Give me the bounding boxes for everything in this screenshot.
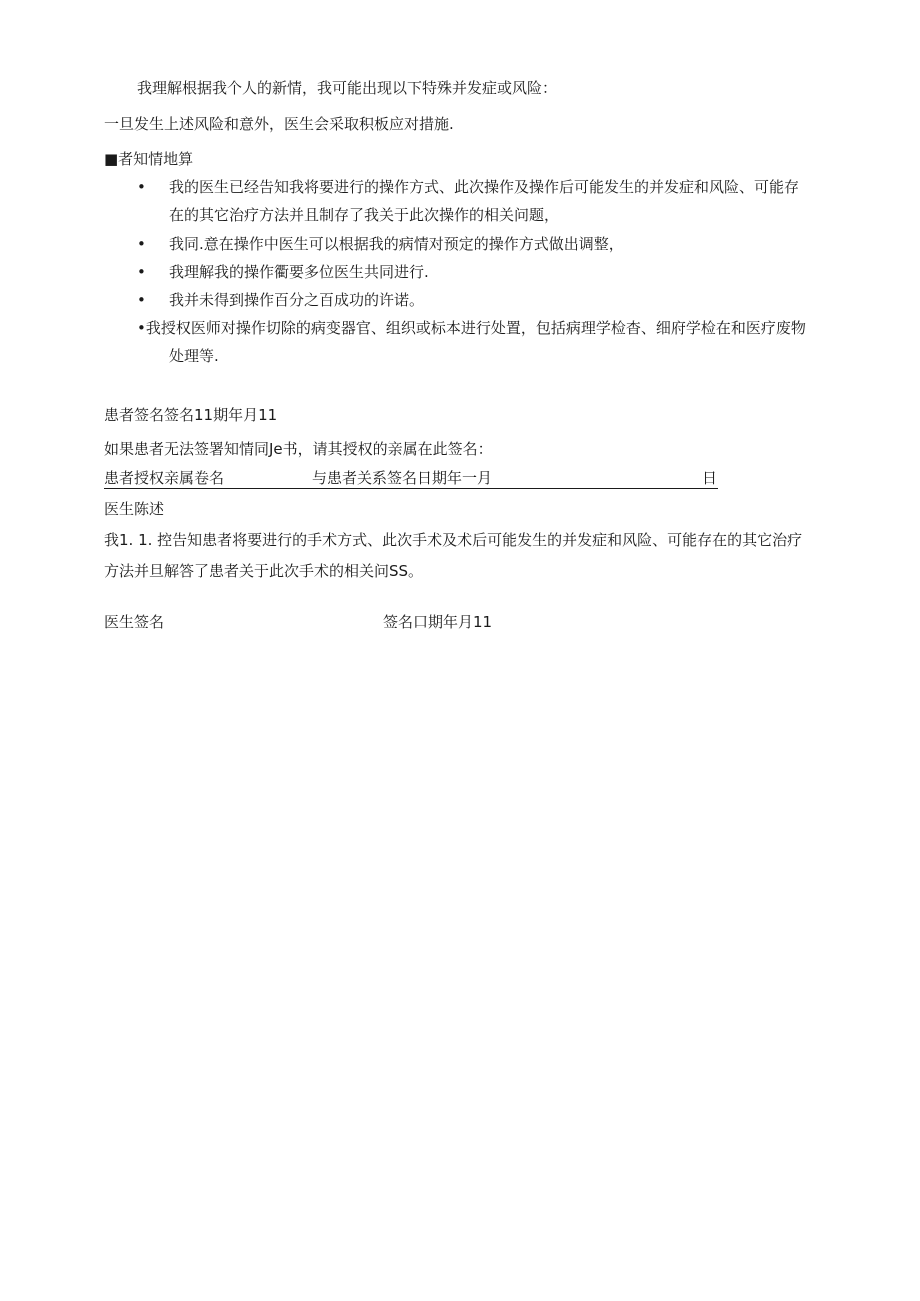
notice-item-5-line-1: •我授权医师对操作切除的病变器官、组织或标本进行处置，包括病理学检杳、细府学检在和医疗废物: [137, 319, 806, 337]
relative-signature-row: [104, 468, 718, 489]
notice-item-4: 我并未得到操作百分之百成功的许诺。: [169, 291, 425, 309]
bullet-mark: •: [137, 263, 146, 281]
patient-notice-heading: ■者知情地算: [104, 150, 194, 168]
doctor-statement-line-1: 我1. 1. 控告知患者将要进行的手术方式、此次手术及术后可能发生的并发症和风险、可能存在的其它治疗: [104, 531, 803, 549]
patient-signature-line: 患者签名签名11期年月11: [104, 406, 278, 424]
notice-item-1-line-1: 我的医生已经告知我将要进行的操作方式、此次操作及操作后可能发生的并发症和风险、可能存: [169, 178, 800, 196]
risk-intro-text: 我理解根据我个人的新情，我可能出现以下特殊并发症或风险：: [137, 79, 558, 97]
doctor-signature-date-label: 签名口期年月11: [383, 613, 493, 631]
bullet-mark: •: [137, 291, 146, 309]
relative-day-label: 日: [702, 469, 718, 487]
relative-intro-text: 如果患者无法签署知情同Je书，请其授权的亲属在此签名：: [104, 440, 493, 458]
notice-item-1-line-2: 在的其它治疗方法并且制存了我关于此次操作的相关问题，: [169, 206, 560, 224]
doctor-statement-line-2: 方法并旦解答了患者关于此次手术的相关问SS。: [104, 562, 424, 580]
bullet-mark: •: [137, 178, 146, 196]
notice-item-5-line-2: 处理等.: [169, 347, 219, 365]
doctor-statement-heading: 医生陈述: [104, 500, 165, 518]
bullet-mark: •: [137, 235, 146, 253]
notice-item-2: 我同.意在操作中医生可以根据我的病情对预定的操作方式做出调整，: [169, 235, 624, 253]
doctor-signature-label: 医生签名: [104, 613, 165, 631]
relative-name-label: 患者授权亲属卷名: [104, 469, 225, 487]
measures-text: 一旦发生上述风险和意外，医生会采取积板应对措施.: [104, 115, 454, 133]
notice-item-3: 我理解我的操作衢要多位医生共同进行.: [169, 263, 429, 281]
relative-relation-date-label: 与患者关系签名日期年一月: [312, 469, 493, 487]
